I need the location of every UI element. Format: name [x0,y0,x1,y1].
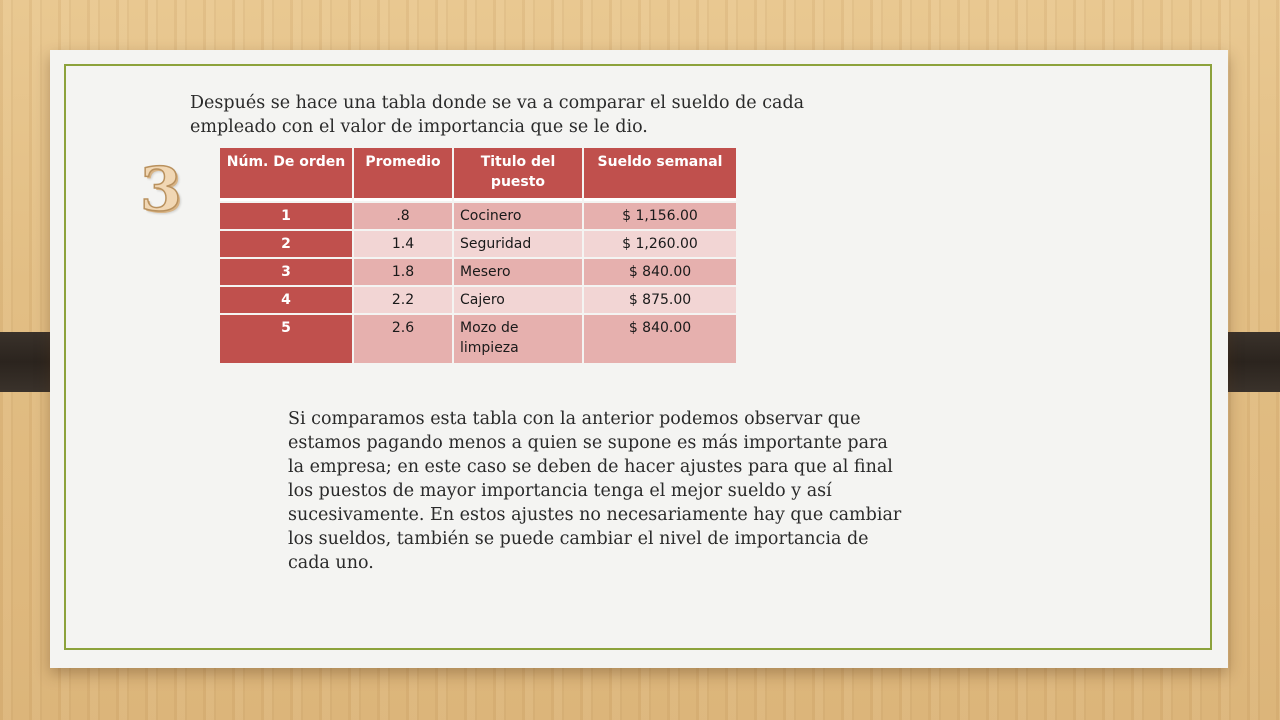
table-row [220,259,736,285]
cell-salary: $ 1,156.00 [584,203,736,229]
slide-paper [50,50,1228,668]
header-salary: Sueldo semanal [584,148,736,201]
cell-average: 2.2 [354,287,452,313]
salary-comparison-table [218,146,738,365]
cell-salary: $ 840.00 [584,259,736,285]
cell-order: 1 [220,203,352,229]
cell-salary: $ 840.00 [584,315,736,363]
cell-average: 1.4 [354,231,452,257]
cell-salary: $ 875.00 [584,287,736,313]
table-row [220,287,736,313]
cell-title: Mesero [454,259,582,285]
cell-title: Cajero [454,287,582,313]
header-average: Promedio [354,148,452,201]
cell-title: Cocinero [454,203,582,229]
table-row [220,203,736,229]
cell-average: 2.6 [354,315,452,363]
cell-order: 4 [220,287,352,313]
header-title: Titulo del puesto [454,148,582,201]
slide-frame [64,64,1212,650]
table-row [220,231,736,257]
cell-salary: $ 1,260.00 [584,231,736,257]
cell-order: 2 [220,231,352,257]
table-header-row [220,148,736,201]
step-number: 3 [140,155,182,225]
table-row [220,315,736,363]
cell-average: 1.8 [354,259,452,285]
cell-average: .8 [354,203,452,229]
cell-order: 3 [220,259,352,285]
header-order: Núm. De orden [220,148,352,201]
analysis-text: Si comparamos esta tabla con la anterior podemos observar que estamos pagando menos a quien se supone es más importante para la empresa; en este caso se deben de hacer ajustes para que al final los puestos de mayor importancia tenga el mejor sueldo y así sucesivamente. En estos ajustes no necesariamente hay que cambiar los sueldos, también se puede cambiar el nivel de importancia de cada uno. [288,409,902,573]
intro-text: Después se hace una tabla donde se va a comparar el sueldo de cada empleado con el valor de importancia que se le dio. [190,93,805,137]
cell-order: 5 [220,315,352,363]
cell-title: Mozo de limpieza [454,315,582,363]
cell-title: Seguridad [454,231,582,257]
